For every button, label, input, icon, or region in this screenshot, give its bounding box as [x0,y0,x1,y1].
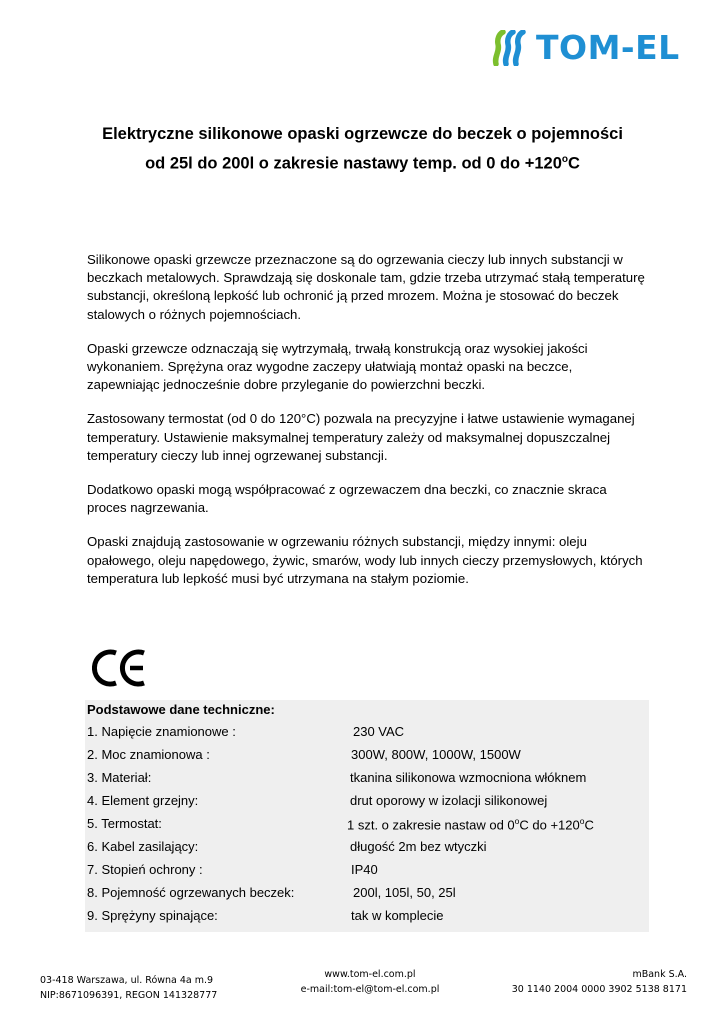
thermostat-range-mid: C do +120 [519,817,580,833]
paragraph-3: Zastosowany termostat (od 0 do 120°C) pozwala na precyzyjne i łatwe ustawienie wymaganej temperatury. Ustawienie maksymalnej temperatury zależy od maksymalnej dopuszczalnej temperatury cieczy lub innej ogrzewanej substancji. [87,411,635,463]
spec-row [87,724,647,742]
title-line-2 [60,147,665,177]
footer-tax-ids: NIP:8671096391, REGON 141328777 [40,990,218,1001]
spec-key: 6. Kabel zasilający: [87,839,199,854]
paragraph-5: Opaski znajdują zastosowanie w ogrzewaniu różnych substancji, między innymi: oleju opałowego, oleju napędowego, żywic, smarów, wody lub innych cieczy przemysłowych, których temperatura lub lepkość musi być utrzymana na stałym poziomie. [87,534,643,586]
spec-value [347,816,594,832]
paragraph-1: Silikonowe opaski grzewcze przeznaczone są do ogrzewania cieczy lub innych substancji w beczkach metalowych. Sprawdzają się doskonale tam, gdzie trzeba utrzymać stałą temperaturę substancji, określoną lepkość lub ochronić ją przed mrozem. Można je stosować do beczek stalowych o różnych pojemnościach. [87,252,645,322]
spec-row [87,770,647,788]
spec-value: 300W, 800W, 1000W, 1500W [351,747,521,762]
document-title [60,122,665,177]
spec-row [87,839,647,857]
title-line-2-text: od 25l do 200l o zakresie nastawy temp. od 0 do +120 [145,154,562,173]
spec-key: 1. Napięcie znamionowe : [87,724,236,739]
tom-el-logo-mark-icon [492,30,530,66]
spec-heading: Podstawowe dane techniczne: [87,702,275,717]
spec-key: 9. Sprężyny spinające: [87,908,218,923]
spec-value: tkanina silikonowa wzmocniona włóknem [350,770,587,785]
spec-value: IP40 [351,862,378,877]
ce-mark-icon [92,648,148,693]
spec-key: 8. Pojemność ogrzewanych beczek: [87,885,295,900]
company-logo [492,28,680,68]
spec-key: 4. Element grzejny: [87,793,199,808]
spec-key: 7. Stopień ochrony : [87,862,203,877]
spec-value: tak w komplecie [351,908,444,923]
footer-email-link[interactable]: e-mail:tom-el@tom-el.com.pl [300,984,440,995]
spec-value: 200l, 105l, 50, 25l [353,885,456,900]
footer-address [40,973,217,1003]
degree-sup: o [579,816,585,826]
thermostat-range-unit: C [584,817,594,833]
paragraph-4: Dodatkowo opaski mogą współpracować z ogrzewaczem dna beczki, co znacznie skraca proces nagrzewania. [87,482,607,516]
spec-key: 3. Materiał: [87,770,152,785]
title-line-2-unit: C [567,154,580,173]
spec-row [87,793,647,811]
footer-bank-account: 30 1140 2004 0000 3902 5138 8171 [511,984,687,995]
title-line-1: Elektryczne silikonowe opaski ogrzewcze do beczek o pojemności [102,125,623,143]
footer-bank-name: mBank S.A. [632,969,687,980]
footer-website-link[interactable]: www.tom-el.com.pl [324,969,416,980]
footer-contact [290,967,450,997]
spec-key: 5. Termostat: [87,816,162,831]
spec-row [87,885,647,903]
logo-text: TOM-EL [536,28,680,67]
spec-row [87,862,647,880]
spec-row [87,908,647,926]
spec-value: długość 2m bez wtyczki [350,839,487,854]
footer-address-line: 03-418 Warszawa, ul. Równa 4a m.9 [40,975,214,986]
description [87,251,647,604]
paragraph-2: Opaski grzewcze odznaczają się wytrzymałą, trwałą konstrukcją oraz wysokiej jakości wykonaniem. Sprężyna oraz wygodne zaczepy ułatwiają montaż opaski na beczce, zapewniając jednocześnie dobre przyleganie do powierzchni beczki. [87,340,588,393]
footer-bank [512,967,687,997]
spec-row [87,816,647,834]
degree-sup: o [514,816,520,826]
thermostat-range-start: 1 szt. o zakresie nastaw od 0 [347,817,515,833]
spec-value: drut oporowy w izolacji silikonowej [350,793,548,808]
spec-value: 230 VAC [353,724,405,739]
spec-row [87,747,647,765]
degree-sup: o [561,154,568,165]
technical-data-box [85,700,649,932]
spec-key: 2. Moc znamionowa : [87,747,210,762]
